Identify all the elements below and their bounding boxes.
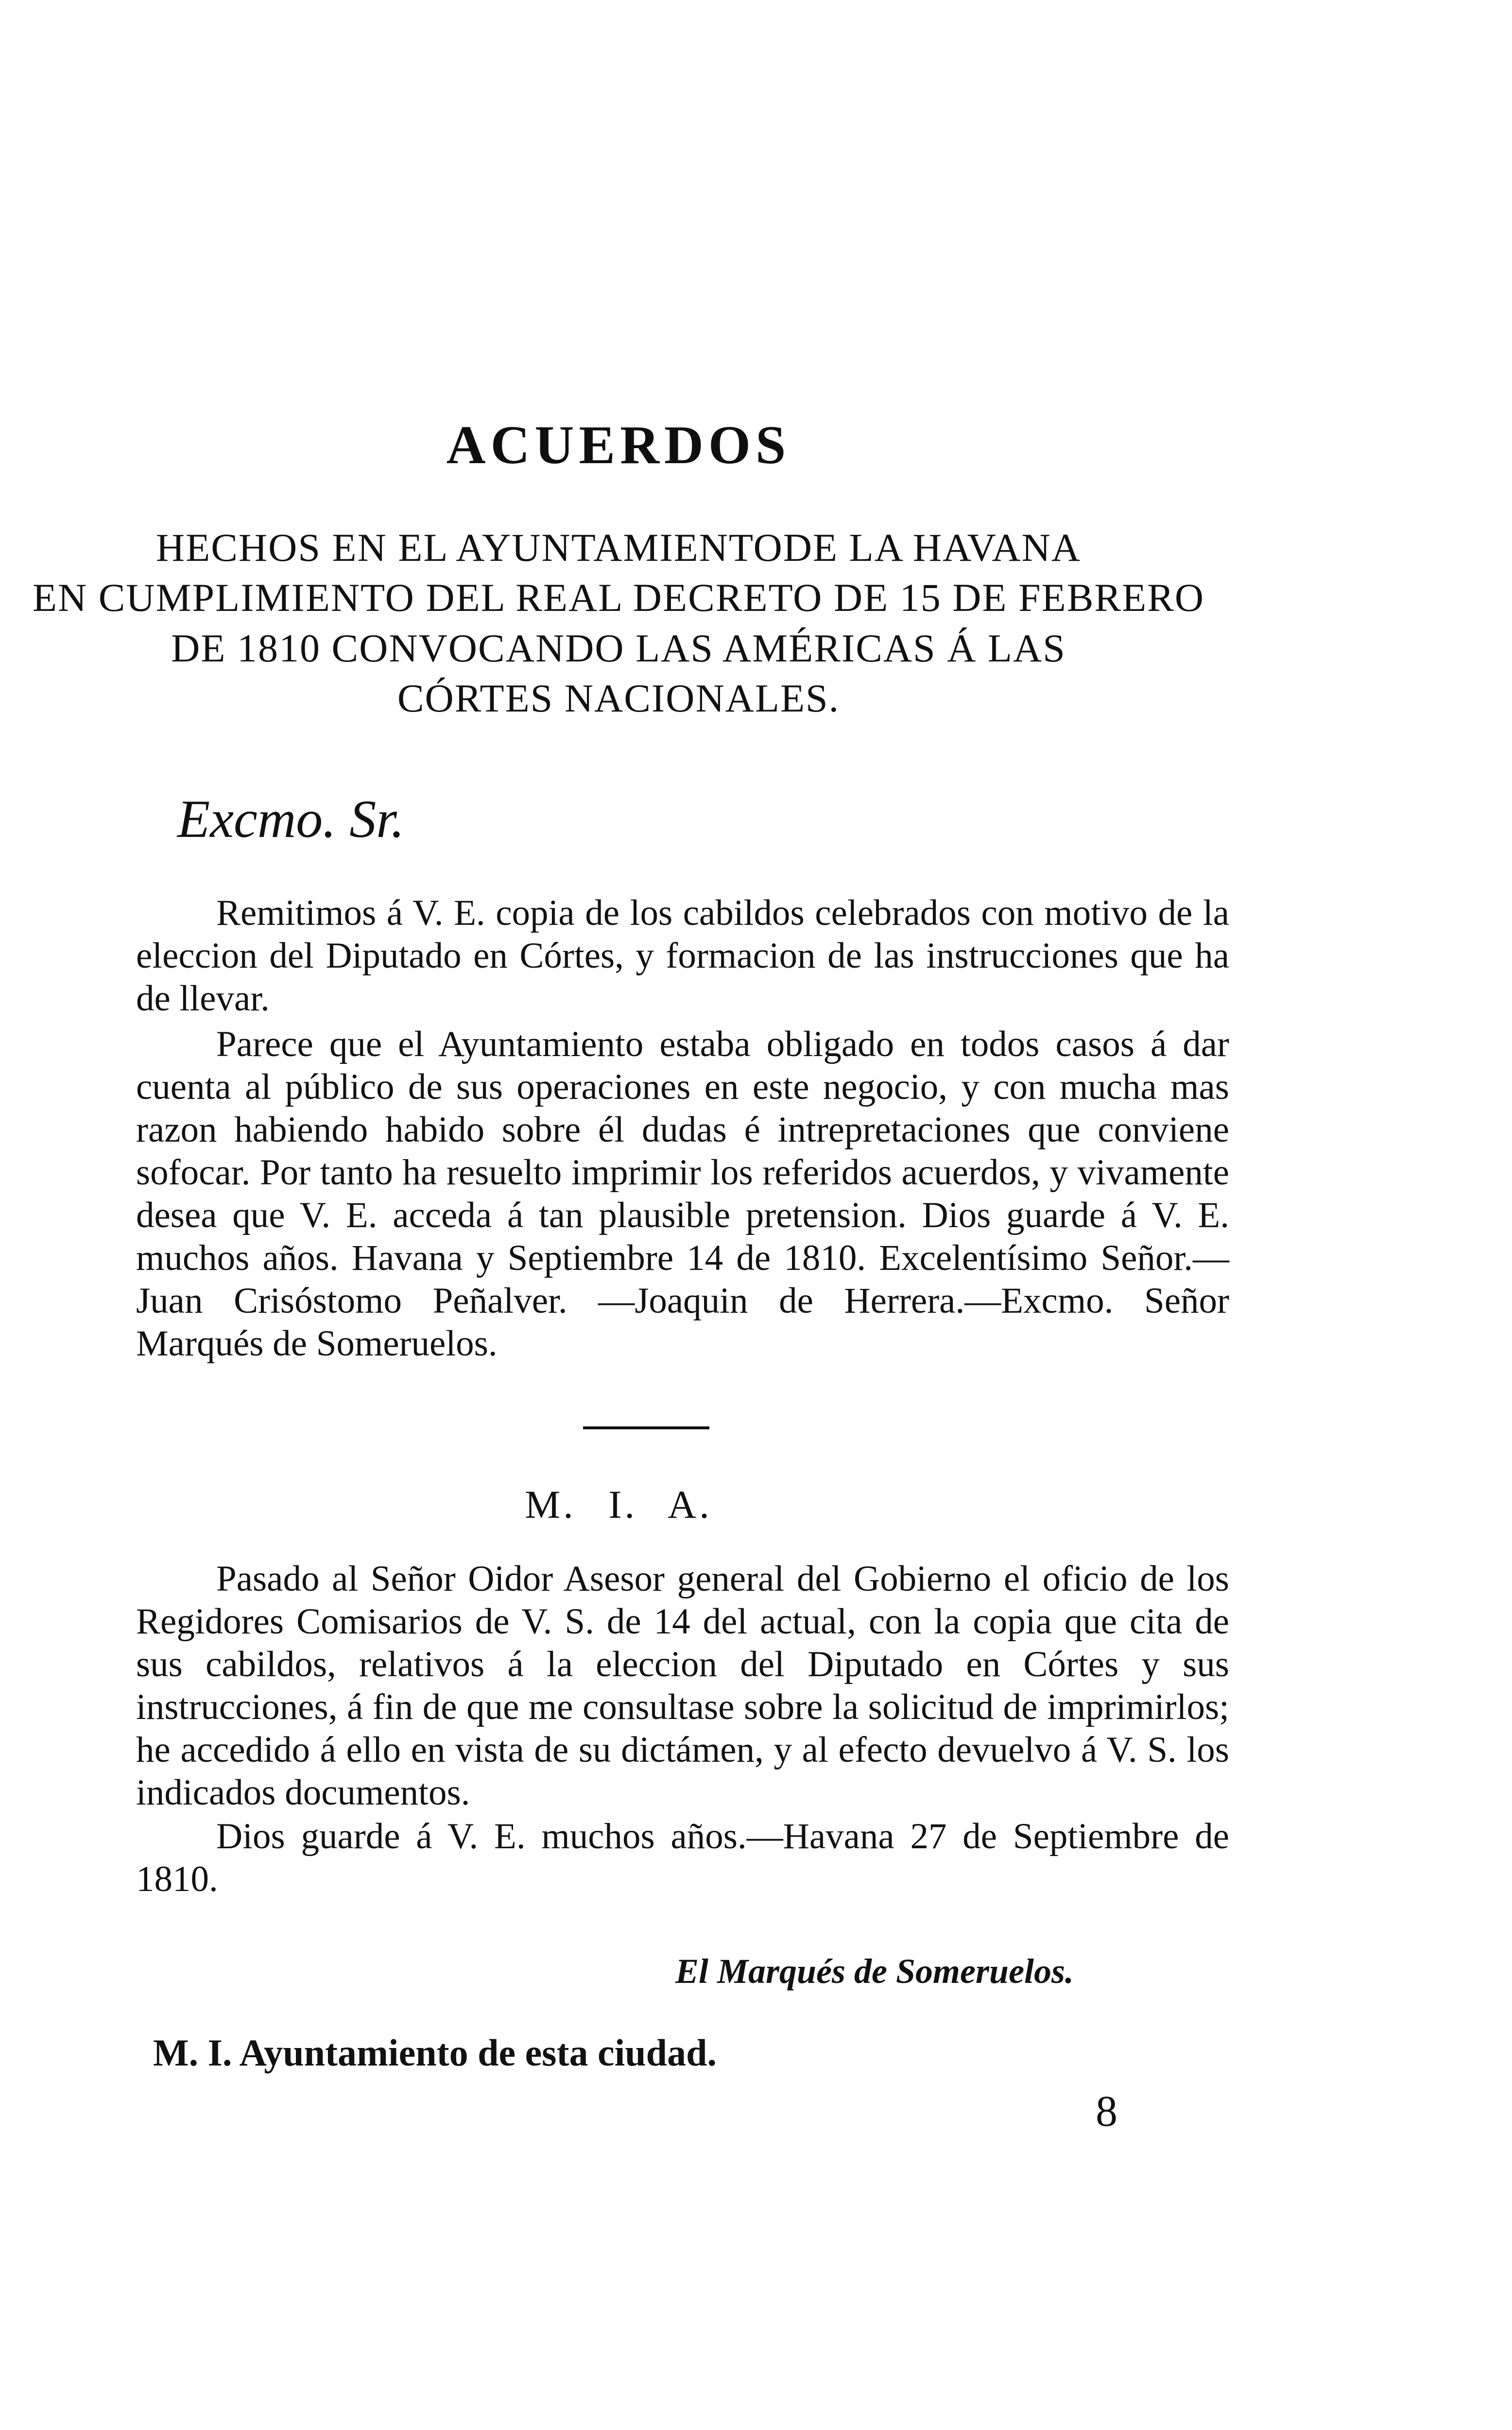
section-heading: M. I. A. — [525, 1482, 712, 1527]
paragraph-1: Remitimos á V. E. copia de los cabildos celebrados con motivo de la eleccion del Diputado en Córtes, y formacion de las instrucciones que ha de llevar. — [136, 893, 1229, 1019]
page-number: 8 — [1096, 2087, 1117, 2135]
paragraph-2: Parece que el Ayuntamiento estaba obligado en todos casos á dar cuenta al público de sus operaciones en este negocio, y con mucha mas razon habiendo habido sobre él dudas é intrepretaciones que conviene sofocar. Por tanto ha resuelto imprimir los referidos acuerdos, y vivamente desea que V. E. acceda á tan plausible pretension. Dios guarde á V. E. muchos años. Havana y Septiembre 14 de 1810. Excelentísimo Señor.—Juan Crisóstomo Peñalver. —Joaquin de Herrera.—Excmo. Señor Marqués de Someruelos. — [136, 1024, 1229, 1364]
salutation: Excmo. Sr. — [177, 789, 405, 849]
signature: El Marqués de Someruelos. — [675, 1952, 1074, 1991]
section-divider — [583, 1426, 709, 1429]
section-paragraph-2: Dios guarde á V. E. muchos años.—Havana 27 de Septiembre de 1810. — [136, 1816, 1229, 1899]
document-subheading: HECHOS EN EL AYUNTAMIENTODE LA HAVANA EN CUMPLIMIENTO DEL REAL DECRETO DE 15 DE FEBRERO DE 1810 CONVOCANDO LAS AMÉRICAS Á LAS CÓRTES NACIONALES. — [32, 525, 1205, 720]
document-title: ACUERDOS — [446, 415, 791, 475]
section-paragraph-1: Pasado al Señor Oidor Asesor general del Gobierno el oficio de los Regidores Comisarios de V. S. de 14 del actual, con la copia que cita de sus cabildos, relativos á la eleccion del Diputado en Córtes y sus instrucciones, á fin de que me consultase sobre la solicitud de imprimirlos; he accedido á ello en vista de su dictámen, y al efecto devuelvo á V. S. los indicados documentos. — [136, 1559, 1229, 1813]
addressee: M. I. Ayuntamiento de esta ciudad. — [153, 2031, 717, 2074]
